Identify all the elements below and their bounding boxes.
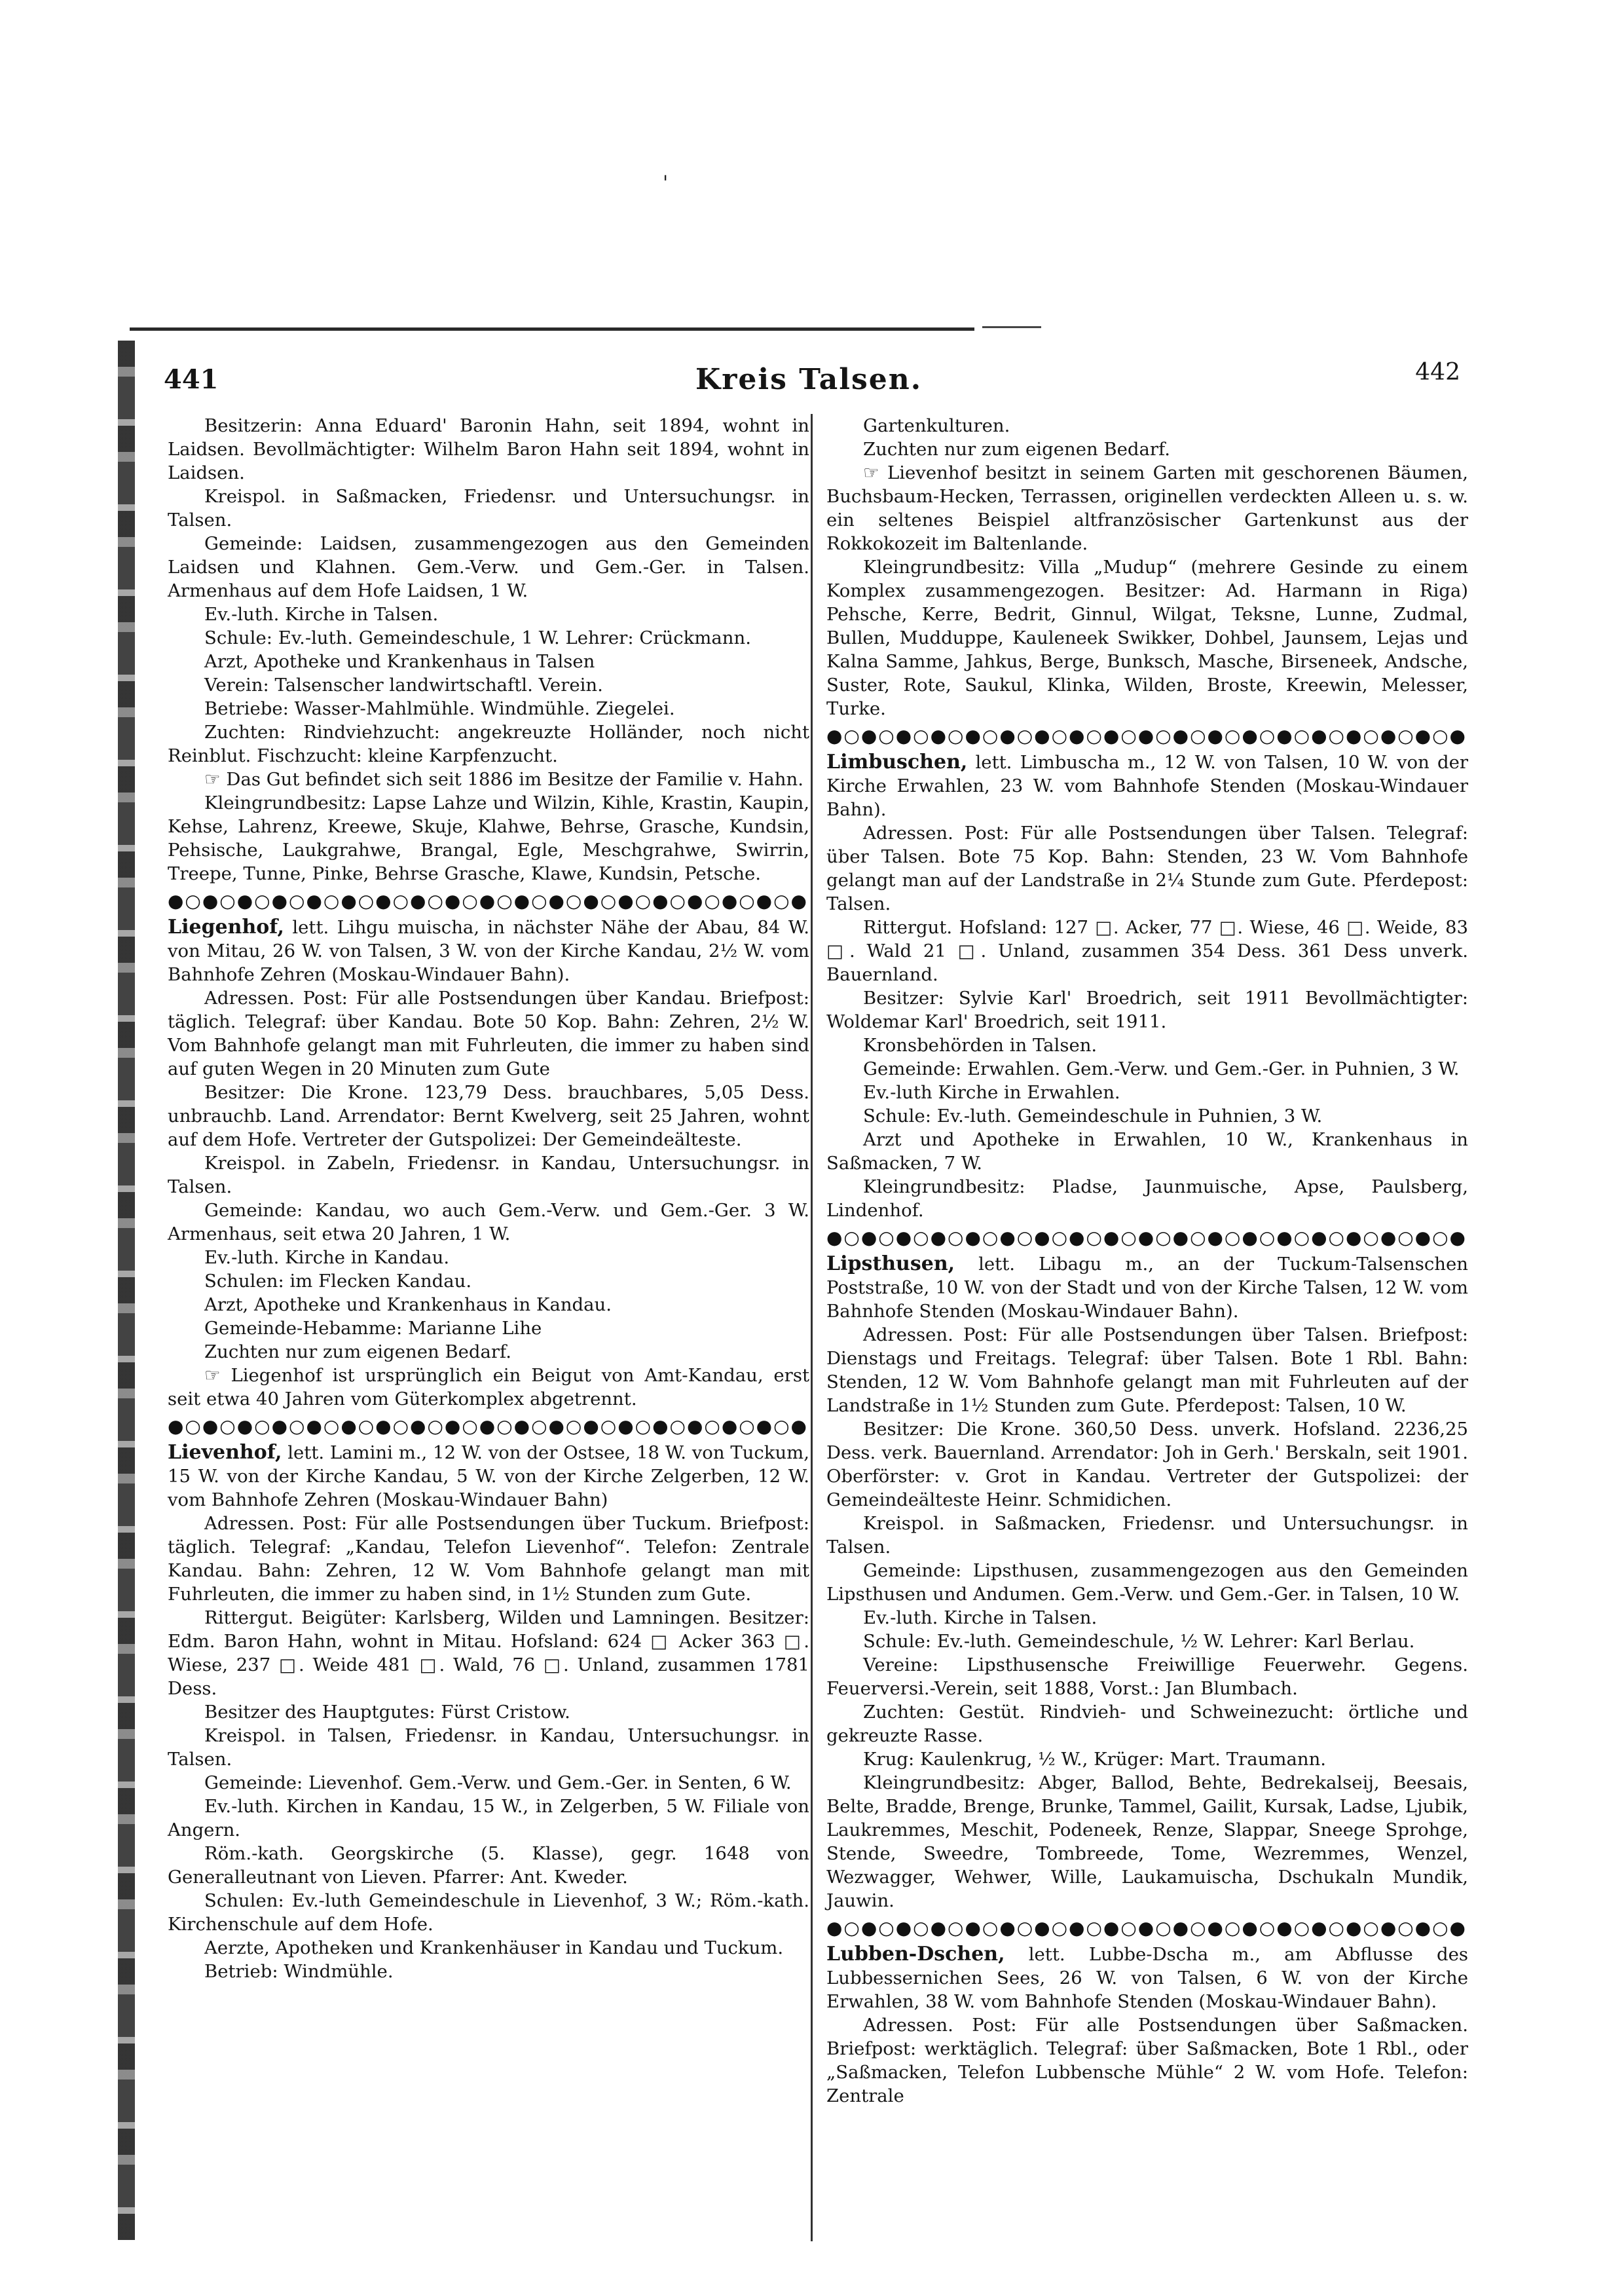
paragraph: Krug: Kaulenkrug, ½ W., Krüger: Mart. Traumann. bbox=[863, 1749, 1327, 1770]
paragraph: Arzt, Apotheke und Krankenhaus in Talsen bbox=[204, 651, 595, 672]
scan-speck: ꞌ bbox=[663, 172, 669, 195]
page-number-right: 442 bbox=[1415, 359, 1460, 386]
paragraph: Kleingrundbesitz: Villa „Mudup“ (mehrere Gesinde zu einem Komplex zusammengezogen. Besitzer: Ad. Harmann in Riga) Pehsche, Kerre, Bedrit, Ginnul, Wilgat, Teksne, Lunne, Zudmal, Bullen, Mudduppe, Kauleneek Swikker, Dohbel, Jaunsem, Lejas und Kalna Samme, Jahkus, Berge, Bunksch, Masche, Birseneek, Andsche, Suster, Rote, Saukul, Klinka, Wilden, Broste, Kreewin, Melesser, Turke. bbox=[826, 557, 1468, 719]
paragraph: Kreispol. in Saßmacken, Friedensr. und Untersuchungsr. in Talsen. bbox=[826, 1513, 1468, 1558]
entry-name: Lubben-Dschen, bbox=[826, 1943, 1005, 1966]
entry-name: Liegenhof, bbox=[168, 916, 284, 939]
paragraph: Adressen. Post: Für alle Postsendungen über Talsen. Briefpost: Dienstags und Freitags. Telegraf: über Talsen. Bote 1 Rbl. Bahn: Stenden, 12 W. Vom Bahnhofe gelangt man mit Fuhrleuten auf der Landstraße in 1½ Stunden zum Gute. Pferdepost: Talsen, 10 W. bbox=[826, 1324, 1468, 1416]
paragraph: Rittergut. Beigüter: Karlsberg, Wilden und Lamningen. Besitzer: Edm. Baron Hahn, wohnt in Mitau. Hofsland: 624 □ Acker 363 □. Wiese, 237 □. Weide 481 □. Wald, 76 □. Unland, zusammen 1781 Dess. bbox=[168, 1607, 809, 1699]
ornament-divider: ●○●○●○●○●○●○●○●○●○●○●○●○●○●○●○●○●○●○● bbox=[826, 725, 1467, 747]
paragraph: Vereine: Lipsthusensche Freiwillige Feuerwehr. Gegens. Feuerversi.-Verein, seit 1888, Vorst.: Jan Blumbach. bbox=[826, 1654, 1468, 1699]
ornament-divider: ●○●○●○●○●○●○●○●○●○●○●○●○●○●○●○●○●○●○● bbox=[168, 890, 808, 912]
paragraph: Ev.-luth Kirche in Erwahlen. bbox=[863, 1082, 1120, 1103]
paragraph: Kleingrundbesitz: Abger, Ballod, Behte, Bedrekalseij, Beesais, Belte, Bradde, Brenge, Brunke, Tammel, Gailit, Kursak, Ladse, Ljubik, Laukremmes, Meschit, Podeneek, Renze, Slappar, Sneege Sprohge, Stende, Sweedre, Tombreede, Tome, Wezremmes, Wenzel, Wezwagger, Wehwer, Wille, Laukamuischa, Dschukaln Mundik, Jauwin. bbox=[826, 1772, 1468, 1911]
paragraph: Aerzte, Apotheken und Krankenhäuser in Kandau und Tuckum. bbox=[204, 1937, 784, 1958]
entry-heading bbox=[168, 1441, 809, 1512]
paragraph: Kronsbehörden in Talsen. bbox=[863, 1035, 1098, 1056]
entry-heading bbox=[826, 1943, 1468, 2013]
paragraph: Ev.-luth. Kirche in Talsen. bbox=[863, 1607, 1098, 1628]
note-paragraph: ☞ Liegenhof ist ursprünglich ein Beigut von Amt-Kandau, erst seit etwa 40 Jahren vom Güterkomplex abgetrennt. bbox=[168, 1365, 809, 1409]
top-rule-end bbox=[982, 326, 1041, 328]
entry-intro: lett. Lubbe-Dscha m., am Abflusse des Lubbessernichen Sees, 26 W. von Talsen, 6 W. von der Kirche Erwahlen, 38 W. vom Bahnhofe Stenden (Moskau-Windauer Bahn). bbox=[826, 1944, 1468, 2012]
paragraph: Zuchten: Rindviehzucht: angekreuzte Holländer, noch nicht Reinblut. Fischzucht: kleine Karpfenzucht. bbox=[168, 722, 809, 766]
paragraph: Verein: Talsenscher landwirtschaftl. Verein. bbox=[204, 675, 603, 696]
paragraph: Gemeinde: Kandau, wo auch Gem.-Verw. und Gem.-Ger. 3 W. Armenhaus, seit etwa 20 Jahren, 1 W. bbox=[168, 1200, 809, 1244]
entry-intro: lett. Lamini m., 12 W. von der Ostsee, 18 W. von Tuckum, 15 W. von der Kirche Kandau, 5 W. von der Kirche Zelgerben, 12 W. vom Bahnhofe Zehren (Moskau-Windauer Bahn) bbox=[168, 1442, 809, 1510]
paragraph: Zuchten: Gestüt. Rindvieh- und Schweinezucht: örtliche und gekreuzte Rasse. bbox=[826, 1702, 1468, 1746]
paragraph: Gemeinde-Hebamme: Marianne Lihe bbox=[204, 1318, 542, 1339]
ornament-divider: ●○●○●○●○●○●○●○●○●○●○●○●○●○●○●○●○●○●○● bbox=[168, 1415, 808, 1437]
paragraph: Gemeinde: Lipsthusen, zusammengezogen aus den Gemeinden Lipsthusen und Andumen. Gem.-Verw. und Gem.-Ger. in Talsen, 10 W. bbox=[826, 1560, 1468, 1605]
paragraph: Rittergut. Hofsland: 127 □. Acker, 77 □. Wiese, 46 □. Weide, 83 □. Wald 21 □. Unland, zusammen 354 Dess. 361 Dess unverk. Bauernland. bbox=[826, 917, 1468, 985]
paragraph: Röm.-kath. Georgskirche (5. Klasse), gegr. 1648 von Generalleutnant von Lieven. Pfarrer: Ant. Kweder. bbox=[168, 1843, 809, 1888]
entry-heading bbox=[826, 1252, 1468, 1323]
entry-name: Lipsthusen, bbox=[826, 1252, 955, 1275]
paragraph: Schule: Ev.-luth. Gemeindeschule, 1 W. Lehrer: Crückmann. bbox=[204, 627, 751, 648]
paragraph: Gemeinde: Laidsen, zusammengezogen aus den Gemeinden Laidsen und Klahnen. Gem.-Verw. und Gem.-Ger. in Talsen. Armenhaus auf dem Hofe Laidsen, 1 W. bbox=[168, 533, 809, 601]
entry-name: Limbuschen, bbox=[826, 751, 968, 774]
paragraph: Kreispol. in Saßmacken, Friedensr. und Untersuchungsr. in Talsen. bbox=[168, 486, 809, 531]
note-paragraph: ☞ Das Gut befindet sich seit 1886 im Besitze der Familie v. Hahn. bbox=[204, 769, 803, 790]
paragraph: Adressen. Post: Für alle Postsendungen über Talsen. Telegraf: über Talsen. Bote 75 Kop. Bahn: Stenden, 23 W. Vom Bahnhofe gelangt man auf der Landstraße in 2¼ Stunde zum Gute. Pferdepost: Talsen. bbox=[826, 823, 1468, 914]
paragraph: Besitzer des Hauptgutes: Fürst Cristow. bbox=[204, 1702, 570, 1723]
paragraph: Schulen: im Flecken Kandau. bbox=[204, 1271, 472, 1292]
running-title: Kreis Talsen. bbox=[695, 363, 923, 396]
paragraph: Ev.-luth. Kirche in Kandau. bbox=[204, 1247, 450, 1268]
top-rule bbox=[130, 327, 974, 331]
column-divider bbox=[811, 414, 813, 2241]
paragraph: Gemeinde: Lievenhof. Gem.-Verw. und Gem.-Ger. in Senten, 6 W. bbox=[204, 1772, 792, 1793]
paragraph: Besitzerin: Anna Eduard' Baronin Hahn, seit 1894, wohnt in Laidsen. Bevollmächtigter: Wilhelm Baron Hahn seit 1894, wohnt in Laidsen. bbox=[168, 415, 809, 483]
paragraph: Ev.-luth. Kirchen in Kandau, 15 W., in Zelgerben, 5 W. Filiale von Angern. bbox=[168, 1796, 809, 1840]
ornament-divider: ●○●○●○●○●○●○●○●○●○●○●○●○●○●○●○●○●○●○● bbox=[826, 1917, 1467, 1939]
right-column bbox=[826, 414, 1468, 2108]
paragraph: Adressen. Post: Für alle Postsendungen über Saßmacken. Briefpost: werktäglich. Telegraf: über Saßmacken, Bote 1 Rbl., oder „Saßmacken, Telefon Lubbensche Mühle“ 2 W. vom Hofe. Telefon: Zentrale bbox=[826, 2015, 1468, 2106]
paragraph: Betriebe: Wasser-Mahlmühle. Windmühle. Ziegelei. bbox=[204, 698, 675, 719]
paragraph: Arzt und Apotheke in Erwahlen, 10 W., Krankenhaus in Saßmacken, 7 W. bbox=[826, 1129, 1468, 1174]
note-paragraph: ☞ Lievenhof besitzt in seinem Garten mit geschorenen Bäumen, Buchsbaum-Hecken, Terrassen, originellen verdeckten Alleen u. s. w. ein seltenes Beispiel altfranzösischer Gartenkunst aus der Rokkokozeit im Baltenlande. bbox=[826, 462, 1468, 554]
paragraph: Schule: Ev.-luth. Gemeindeschule, ½ W. Lehrer: Karl Berlau. bbox=[863, 1631, 1415, 1652]
paragraph: Schule: Ev.-luth. Gemeindeschule in Puhnien, 3 W. bbox=[863, 1106, 1323, 1127]
paragraph: Arzt, Apotheke und Krankenhaus in Kandau. bbox=[204, 1294, 612, 1315]
paragraph: Kleingrundbesitz: Pladse, Jaunmuische, Apse, Paulsberg, Lindenhof. bbox=[826, 1176, 1468, 1221]
left-column bbox=[168, 414, 809, 1983]
paragraph: Besitzer: Die Krone. 360,50 Dess. unverk. Hofsland. 2236,25 Dess. verk. Bauernland. Arrendator: Joh in Gerh.' Berskaln, seit 1901. Oberförster: v. Grot in Kandau. Vertreter der Gutspolizei: der Gemeindeälteste Heinr. Schmidichen. bbox=[826, 1419, 1468, 1510]
paragraph: Adressen. Post: Für alle Postsendungen über Kandau. Briefpost: täglich. Telegraf: über Kandau. Bote 50 Kop. Bahn: Zehren, 2½ W. Vom Bahnhofe gelangt man mit Fuhrleuten, die immer zu haben sind auf guten Wegen in 20 Minuten zum Gute bbox=[168, 988, 809, 1079]
entry-intro: lett. Lihgu muischa, in nächster Nähe der Abau, 84 W. von Mitau, 26 W. von Talsen, 3 W. von der Kirche Kandau, 2½ W. vom Bahnhofe Zehren (Moskau-Windauer Bahn). bbox=[168, 917, 809, 985]
paragraph: Ev.-luth. Kirche in Talsen. bbox=[204, 604, 439, 625]
entry-heading bbox=[826, 751, 1468, 821]
paragraph: Besitzer: Sylvie Karl' Broedrich, seit 1911 Bevollmächtigter: Woldemar Karl' Broedrich, seit 1911. bbox=[826, 988, 1468, 1032]
entry-name: Lievenhof, bbox=[168, 1441, 282, 1464]
paragraph: Besitzer: Die Krone. 123,79 Dess. brauchbares, 5,05 Dess. unbrauchb. Land. Arrendator: Bernt Kwelverg, seit 25 Jahren, wohnt auf dem Hofe. Vertreter der Gutspolizei: Der Gemeindeälteste. bbox=[168, 1082, 809, 1150]
entry-intro: lett. Libagu m., an der Tuckum-Talsenschen Poststraße, 10 W. von der Stadt und von der Kirche Talsen, 12 W. vom Bahnhofe Stenden (Moskau-Windauer Bahn). bbox=[826, 1254, 1469, 1322]
ornament-divider: ●○●○●○●○●○●○●○●○●○●○●○●○●○●○●○●○●○●○● bbox=[826, 1227, 1467, 1248]
running-header bbox=[157, 359, 1460, 398]
paragraph: Adressen. Post: Für alle Postsendungen über Tuckum. Briefpost: täglich. Telegraf: „Kandau, Telefon Lievenhof“. Telefon: Zentrale Kandau. Bahn: Zehren, 12 W. Vom Bahnhofe gelangt man mit Fuhrleuten, die immer zu haben sind, in 1½ Stunden zum Gute. bbox=[168, 1513, 809, 1605]
paragraph: Zuchten nur zum eigenen Bedarf. bbox=[863, 439, 1170, 460]
paragraph: Kleingrundbesitz: Lapse Lahze und Wilzin, Kihle, Krastin, Kaupin, Kehse, Lahrenz, Kreewe, Skuje, Klahwe, Behrse, Grasche, Kundsin, Pehsische, Laukgrahwe, Brangal, Egle, Meschgrahwe, Swirrin, Treepe, Tunne, Pinke, Behrse Grasche, Klawe, Kundsin, Petsche. bbox=[168, 793, 809, 884]
page-number-left: 441 bbox=[164, 364, 219, 395]
paragraph: Kreispol. in Talsen, Friedensr. in Kandau, Untersuchungsr. in Talsen. bbox=[168, 1725, 809, 1770]
scan-edge-shadow bbox=[118, 341, 135, 2240]
paragraph: Gemeinde: Erwahlen. Gem.-Verw. und Gem.-Ger. in Puhnien, 3 W. bbox=[863, 1058, 1460, 1079]
paragraph: Kreispol. in Zabeln, Friedensr. in Kandau, Untersuchungsr. in Talsen. bbox=[168, 1153, 809, 1197]
paragraph: Gartenkulturen. bbox=[863, 415, 1010, 436]
entry-heading bbox=[168, 916, 809, 986]
paragraph: Schulen: Ev.-luth Gemeindeschule in Lievenhof, 3 W.; Röm.-kath. Kirchenschule auf dem Hofe. bbox=[168, 1890, 809, 1935]
entry-intro: lett. Limbuscha m., 12 W. von Talsen, 10 W. von der Kirche Erwahlen, 23 W. vom Bahnhofe Stenden (Moskau-Windauer Bahn). bbox=[826, 752, 1468, 820]
paragraph: Betrieb: Windmühle. bbox=[204, 1961, 394, 1982]
paragraph: Zuchten nur zum eigenen Bedarf. bbox=[204, 1341, 511, 1362]
